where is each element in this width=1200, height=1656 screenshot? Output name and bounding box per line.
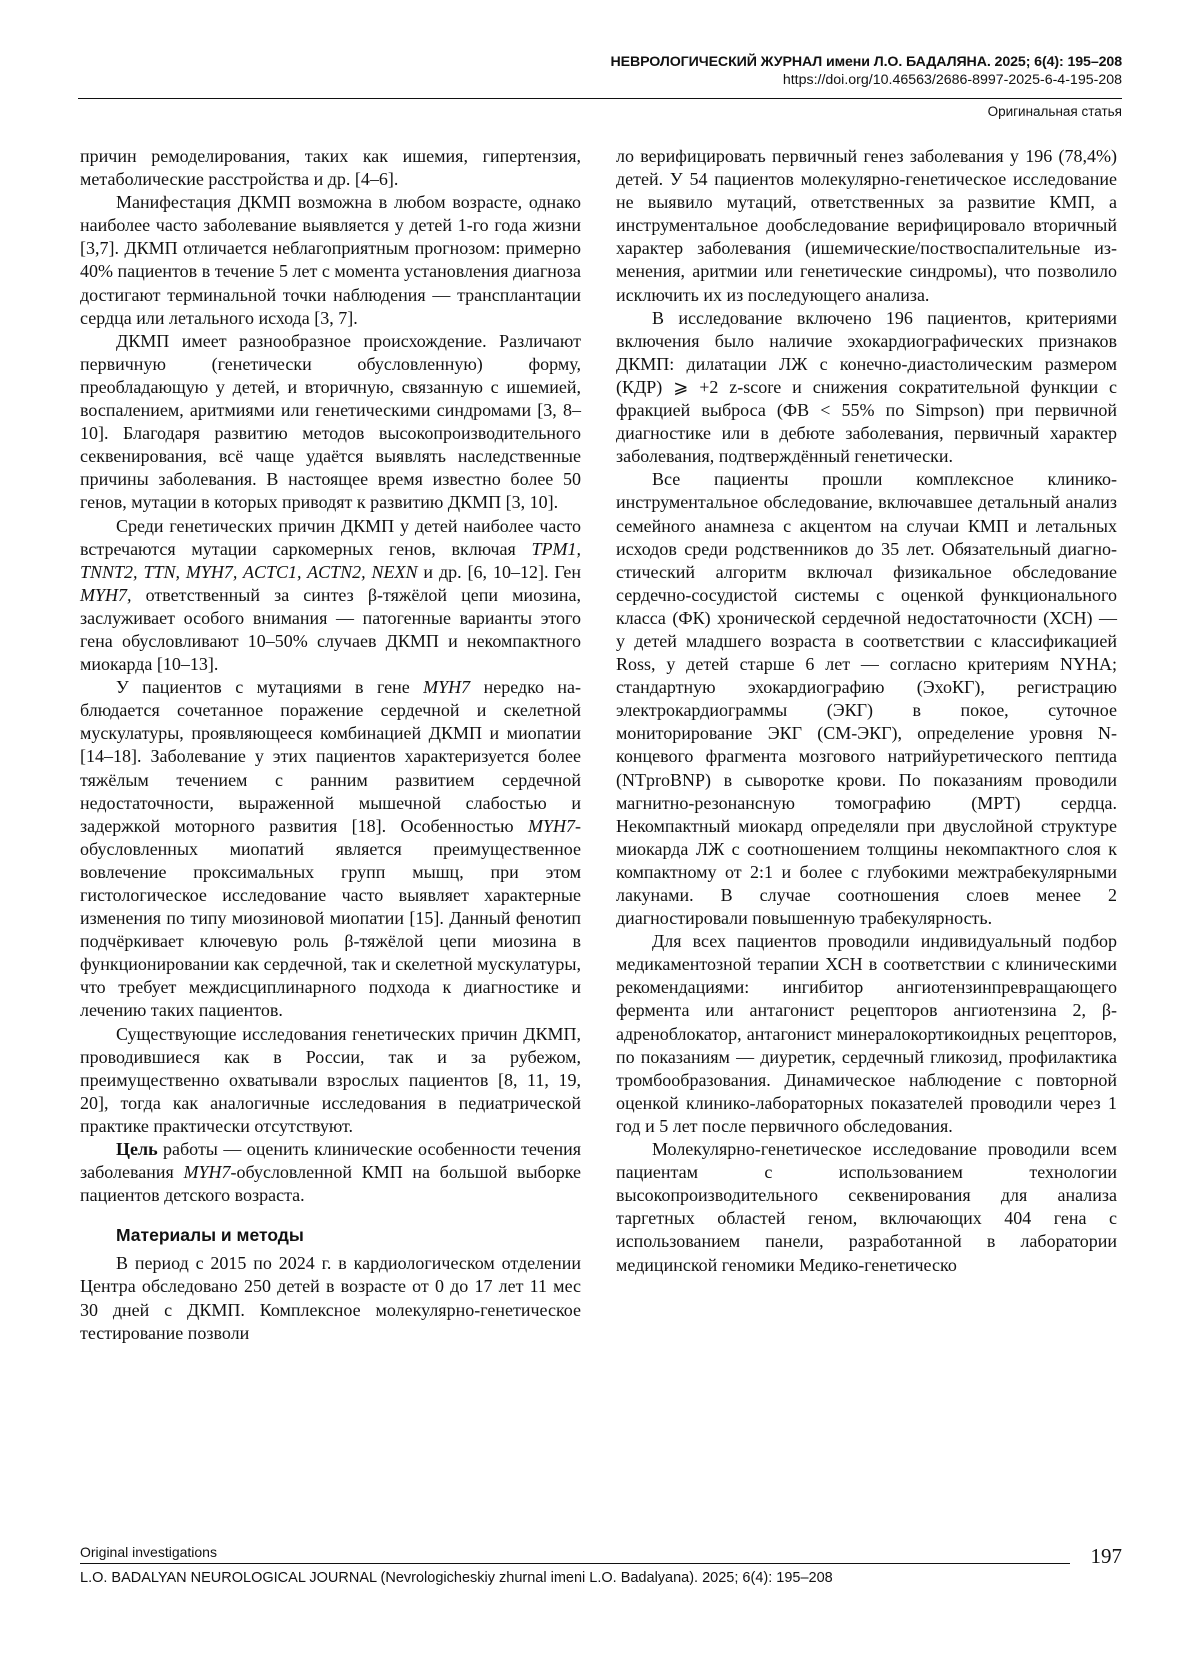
footer-journal: L.O. BADALYAN NEUROLOGICAL JOURNAL (Nevrologicheskiy zhurnal imeni L.O. Badalyana). 2025; 6(4): 195–208 — [80, 1570, 833, 1586]
paragraph: Молекулярно-генетическое исследование проводили всем пациентам с использованием технологии высокопроизводительного секвенирования для анализа таргетных областей геном, включающих 404 гена с использованием панели, разработанной в лаборатории медицинской геномики Медико-генетическо — [616, 1139, 1117, 1275]
gene-list: TPM1, TNNT2, TTN, MYH7, ACTC1, ACTN2, NEXN — [80, 538, 581, 582]
paragraph: Для всех пациентов проводили индивидуальный подбор медикаментозной терапии ХСН в соответствии с клиническими рекомендациями: ингибитор ангиотензинпревращающего фермента или антагонист рецепторов ангиотензина 2, β-адреноблокатор, антагонист минералокортикоидных рецепторов, по показаниям — диуретик, сердечный гликозид, профилактика тромбообразования. Динамическое наблюдение с повторной оценкой клинико-лабораторных показателей проводили через 1 год и 5 лет после первичного обследования. — [616, 931, 1117, 1136]
left-column — [80, 145, 581, 1345]
paragraph: ДКМП имеет разнообразное происхождение. Различают первичную (генетически обусловленную) форму, преобладающую у детей, и вторичную, связанную с ишемией, воспалением, аритмиями или генетическими синдромами [3, 8–10]. Благодаря развитию методов высокопроизводительного секвенирования, всё чаще удаётся выявлять наследственные причины заболевания. В настоящее время известно более 50 генов, мутации в которых приводят к развитию ДКМП [3, 10]. — [80, 330, 581, 513]
gene-name: MYH7, — [80, 584, 132, 605]
header-divider — [78, 98, 1122, 99]
paragraph-aim: Цель работы — оценить клинические особенности течения заболевания MYH7-обусловленной КМП на большой выборке пациентов детского возраста. — [80, 1139, 581, 1206]
gene-name: MYH7 — [527, 815, 575, 836]
article-type: Оригинальная статья — [987, 104, 1122, 119]
gene-name: MYH7 — [183, 1162, 231, 1183]
paragraph: Существующие исследования генетических причин ДКМП, проводившиеся как в России, так и за рубежом, преимущественно охватывали взрослых пациентов [8, 11, 19, 20], тогда как аналогичные исследования в педиатрической практике практически отсутствуют. — [80, 1023, 581, 1136]
paragraph: В период с 2015 по 2024 г. в кардиологическом отделении Центра обследовано 250 детей в возрасте от 0 до 17 лет 11 мес 30 дней с ДКМП. Комплексное молекулярно-генетическое тестирование позволи — [80, 1253, 581, 1343]
paragraph: Манифестация ДКМП возможна в любом возрасте, однако наиболее часто заболевание выявляется у детей 1-го года жизни [3,7]. ДКМП отличается неблагоприятным прогнозом: примерно 40% пациентов в течение 5 лет с момента установления диагноза достигают терминальной точки наблюдения — трансплантации сердца или летального исхода [3, 7]. — [80, 192, 581, 328]
section-heading: Материалы и методы — [116, 1225, 304, 1246]
running-header — [610, 54, 1122, 88]
page-number: 197 — [1090, 1544, 1122, 1568]
paragraph: У пациентов с мутациями в гене MYH7 нередко наблюдается сочетанное поражение сердечной и скелетной мускулатуры, проявляющееся комбинацией ДКМП и миопатии [14–18]. Заболевание у этих пациентов характеризуется более тяжёлым течением с ранним развитием сердечной недостаточности, выраженной мышечной слабостью и задержкой моторного развития [18]. Особенностью MYH7-обусловленных миопатий является преимущественное вовлечение проксимальных групп мышц, при этом гистологическое исследование часто выявляет характерные изменения по типу миозиновой миопатии [15]. Данный фенотип подчёркивает ключевую роль β-тяжёлой цепи миозина в функционировании как сердечной, так и скелетной мускулатуры, что требует междисциплинарного подхода к диагностике и лечению таких пациентов. — [80, 677, 581, 1021]
paragraph: В исследование включено 196 пациентов, критериями включения было наличие эхокардиографических признаков ДКМП: дилатации ЛЖ с конечно-диастолическим размером (КДР) ⩾ +2 z-score и снижения сократительной функции с фракцией выброса (ФВ < 55% по Simpson) при первичной диагностике или в дебюте заболевания, первичный характер заболевания, подтверждённый генетически. — [616, 307, 1117, 467]
doi-link[interactable]: https://doi.org/10.46563/2686-8997-2025-6-4-195-208 — [782, 72, 1122, 88]
footer-section-label: Original investigations — [80, 1544, 217, 1560]
paragraph: Все пациенты прошли комплексное клинико-инструментальное обследование, включавшее детальный анализ семейного анамнеза с акцентом на случаи КМП и летальных исходов среди родственников до 35 лет. Обязательный диагностический алгоритм включал физикальное обследование сердечно-сосудистой системы с оценкой функционального класса (ФК) хронической сердечной недостаточности (ХСН) — у детей младшего возраста в соответствии с классификацией Ross, у детей старше 6 лет — согласно критериям NYHA; стандартную эхокардиографию (ЭхоКГ), регистрацию электрокардиограммы (ЭКГ) в покое, суточное мониторирование ЭКГ (СМ-ЭКГ), определение уровня N-концевого фрагмента мозгового натрийуретического пептида (NTproBNP) в сыворотке крови. По показаниям проводили магнитно-резонансную томографию (МРТ) сердца. Некомпактный миокард определяли при двуслойной структуре миокарда ЛЖ с соотношением толщины некомпактного слоя к компактному от 2:1 и более с глубокими межтрабекулярными лакунами. В случае соотношения слоев менее 2 диагностировали повышенную трабекулярность. — [616, 469, 1117, 929]
paragraph: причин ремоделирования, таких как ишемия, гипертензия, метаболические расстройства и др. [4–6]. — [80, 146, 581, 190]
journal-title: НЕВРОЛОГИЧЕСКИЙ ЖУРНАЛ имени Л.О. БАДАЛЯНА. 2025; 6(4): 195–208 — [610, 54, 1122, 70]
footer-divider — [80, 1563, 1070, 1564]
gene-name: MYH7 — [423, 677, 471, 698]
paragraph: Среди генетических причин ДКМП у детей наиболее часто встречаются мутации саркомерных генов, включая TPM1, TNNT2, TTN, MYH7, ACTC1, ACTN2, NEXN и др. [6, 10–12]. Ген MYH7, ответственный за синтез β-тяжёлой цепи миозина, заслуживает особого внимания — патогенные варианты этого гена обусловливают 10–50% случаев ДКМП и некомпактного миокарда [10–13]. — [80, 515, 582, 675]
right-column — [616, 145, 1117, 1277]
paragraph: ло верифицировать первичный генез заболевания у 196 (78,4%) детей. У 54 пациентов молекулярно-генетическое исследование не выявило мутаций, ответственных за развитие КМП, а инструментальное дообследование верифицировало вторичный характер заболевания (ишемические/поствоспалительные изменения, аритмии или генетические синдромы), что позволило исключить их из последующего анализа. — [616, 146, 1117, 305]
